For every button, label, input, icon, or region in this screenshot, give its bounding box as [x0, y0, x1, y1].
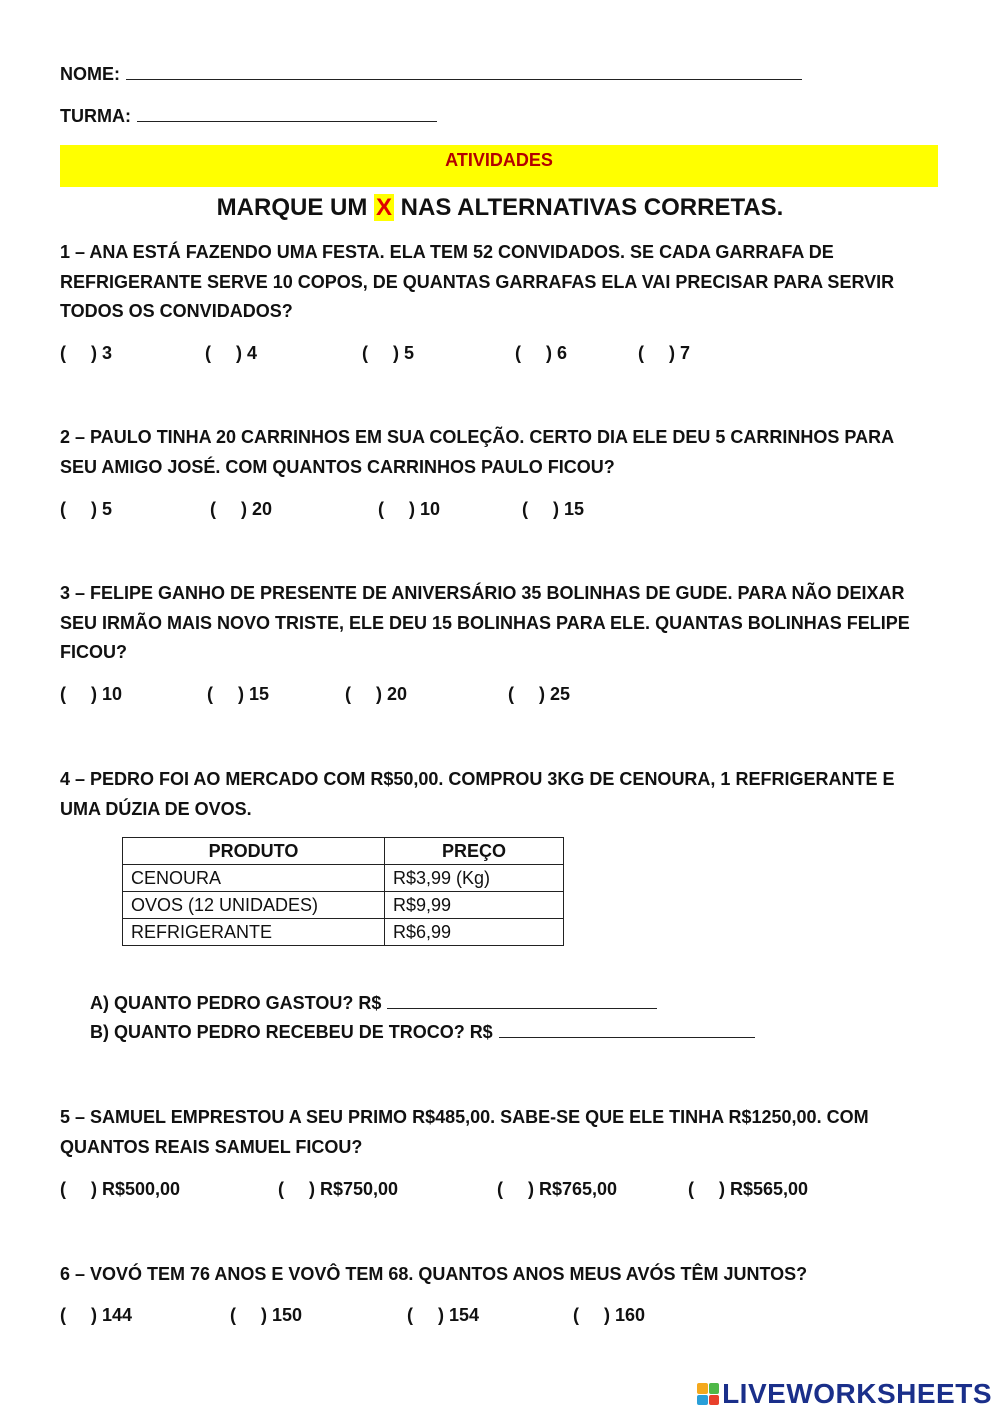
q1-option-3[interactable]: ( ) 5: [362, 343, 415, 363]
q2-option-3[interactable]: ( ) 10: [378, 499, 441, 519]
class-label: TURMA:: [60, 106, 131, 126]
table-cell: R$9,99: [385, 892, 564, 919]
q1-option-2[interactable]: ( ) 4: [205, 343, 258, 363]
class-input-line[interactable]: [137, 107, 437, 122]
q2-option-1[interactable]: ( ) 5: [60, 499, 113, 519]
q3-option-2[interactable]: ( ) 15: [207, 684, 270, 704]
q6-option-2[interactable]: ( ) 150: [230, 1305, 303, 1325]
q5-option-1[interactable]: ( ) R$500,00: [60, 1179, 181, 1199]
question-5: 5 – SAMUEL EMPRESTOU A SEU PRIMO R$485,00. SABE-SE QUE ELE TINHA R$1250,00. COM QUANTOS REAIS SAMUEL FICOU?: [60, 1107, 869, 1157]
q3-option-4[interactable]: ( ) 25: [508, 684, 571, 704]
q4-answer-b-line[interactable]: [499, 1023, 755, 1038]
question-6: 6 – VOVÓ TEM 76 ANOS E VOVÔ TEM 68. QUANTOS ANOS MEUS AVÓS TÊM JUNTOS?: [60, 1264, 808, 1284]
price-table: [122, 837, 564, 946]
q5-option-3[interactable]: ( ) R$765,00: [497, 1179, 618, 1199]
class-field[interactable]: [60, 106, 437, 127]
x-mark: X: [375, 194, 392, 221]
q1-option-1[interactable]: ( ) 3: [60, 343, 113, 363]
q6-option-3[interactable]: ( ) 154: [407, 1305, 480, 1325]
q3-option-3[interactable]: ( ) 20: [345, 684, 408, 704]
q2-option-2[interactable]: ( ) 20: [210, 499, 273, 519]
table-cell: REFRIGERANTE: [123, 919, 385, 946]
table-row: [123, 919, 564, 946]
q5-option-2[interactable]: ( ) R$750,00: [278, 1179, 399, 1199]
instruction-heading: MARQUE UM X NAS ALTERNATIVAS CORRETAS.: [216, 194, 784, 221]
table-cell: R$6,99: [385, 919, 564, 946]
q6-option-4[interactable]: ( ) 160: [573, 1305, 646, 1325]
table-row: [123, 892, 564, 919]
table-cell: OVOS (12 UNIDADES): [123, 892, 385, 919]
column-header-price: PREÇO: [385, 838, 564, 865]
q4-sub-a: A) QUANTO PEDRO GASTOU? R$: [90, 993, 657, 1014]
table-cell: CENOURA: [123, 865, 385, 892]
table-row: [123, 865, 564, 892]
q2-option-4[interactable]: ( ) 15: [522, 499, 585, 519]
q6-option-1[interactable]: ( ) 144: [60, 1305, 133, 1325]
liveworksheets-logo: [697, 1378, 992, 1410]
name-input-line[interactable]: [126, 65, 802, 80]
q3-option-1[interactable]: ( ) 10: [60, 684, 123, 704]
q4-sub-b: B) QUANTO PEDRO RECEBEU DE TROCO? R$: [90, 1022, 755, 1043]
column-header-product: PRODUTO: [123, 838, 385, 865]
question-1: 1 – ANA ESTÁ FAZENDO UMA FESTA. ELA TEM 52 CONVIDADOS. SE CADA GARRAFA DE REFRIGERANTE SERVE 10 COPOS, DE QUANTAS GARRAFAS ELA VAI PRECISAR PARA SERVIR TODOS OS CONVIDADOS?: [60, 242, 895, 321]
logo-text: LIVEWORKSHEETS: [722, 1378, 992, 1409]
logo-mark-icon: [697, 1383, 719, 1405]
q5-option-4[interactable]: ( ) R$565,00: [688, 1179, 809, 1199]
q1-option-5[interactable]: ( ) 7: [638, 343, 691, 363]
name-field[interactable]: [60, 64, 802, 85]
question-2: 2 – PAULO TINHA 20 CARRINHOS EM SUA COLEÇÃO. CERTO DIA ELE DEU 5 CARRINHOS PARA SEU AMIGO JOSÉ. COM QUANTOS CARRINHOS PAULO FICOU?: [60, 427, 895, 477]
question-3: 3 – FELIPE GANHO DE PRESENTE DE ANIVERSÁRIO 35 BOLINHAS DE GUDE. PARA NÃO DEIXAR SEU IRMÃO MAIS NOVO TRISTE, ELE DEU 15 BOLINHAS PARA ELE. QUANTAS BOLINHAS FELIPE FICOU?: [60, 583, 910, 662]
table-cell: R$3,99 (Kg): [385, 865, 564, 892]
q1-option-4[interactable]: ( ) 6: [515, 343, 568, 363]
table-header-row: [123, 838, 564, 865]
question-4: 4 – PEDRO FOI AO MERCADO COM R$50,00. COMPROU 3KG DE CENOURA, 1 REFRIGERANTE E UMA DÚZIA DE OVOS.: [60, 769, 895, 819]
activities-title: ATIVIDADES: [445, 150, 553, 170]
q4-answer-a-line[interactable]: [387, 994, 657, 1009]
name-label: NOME:: [60, 64, 120, 84]
